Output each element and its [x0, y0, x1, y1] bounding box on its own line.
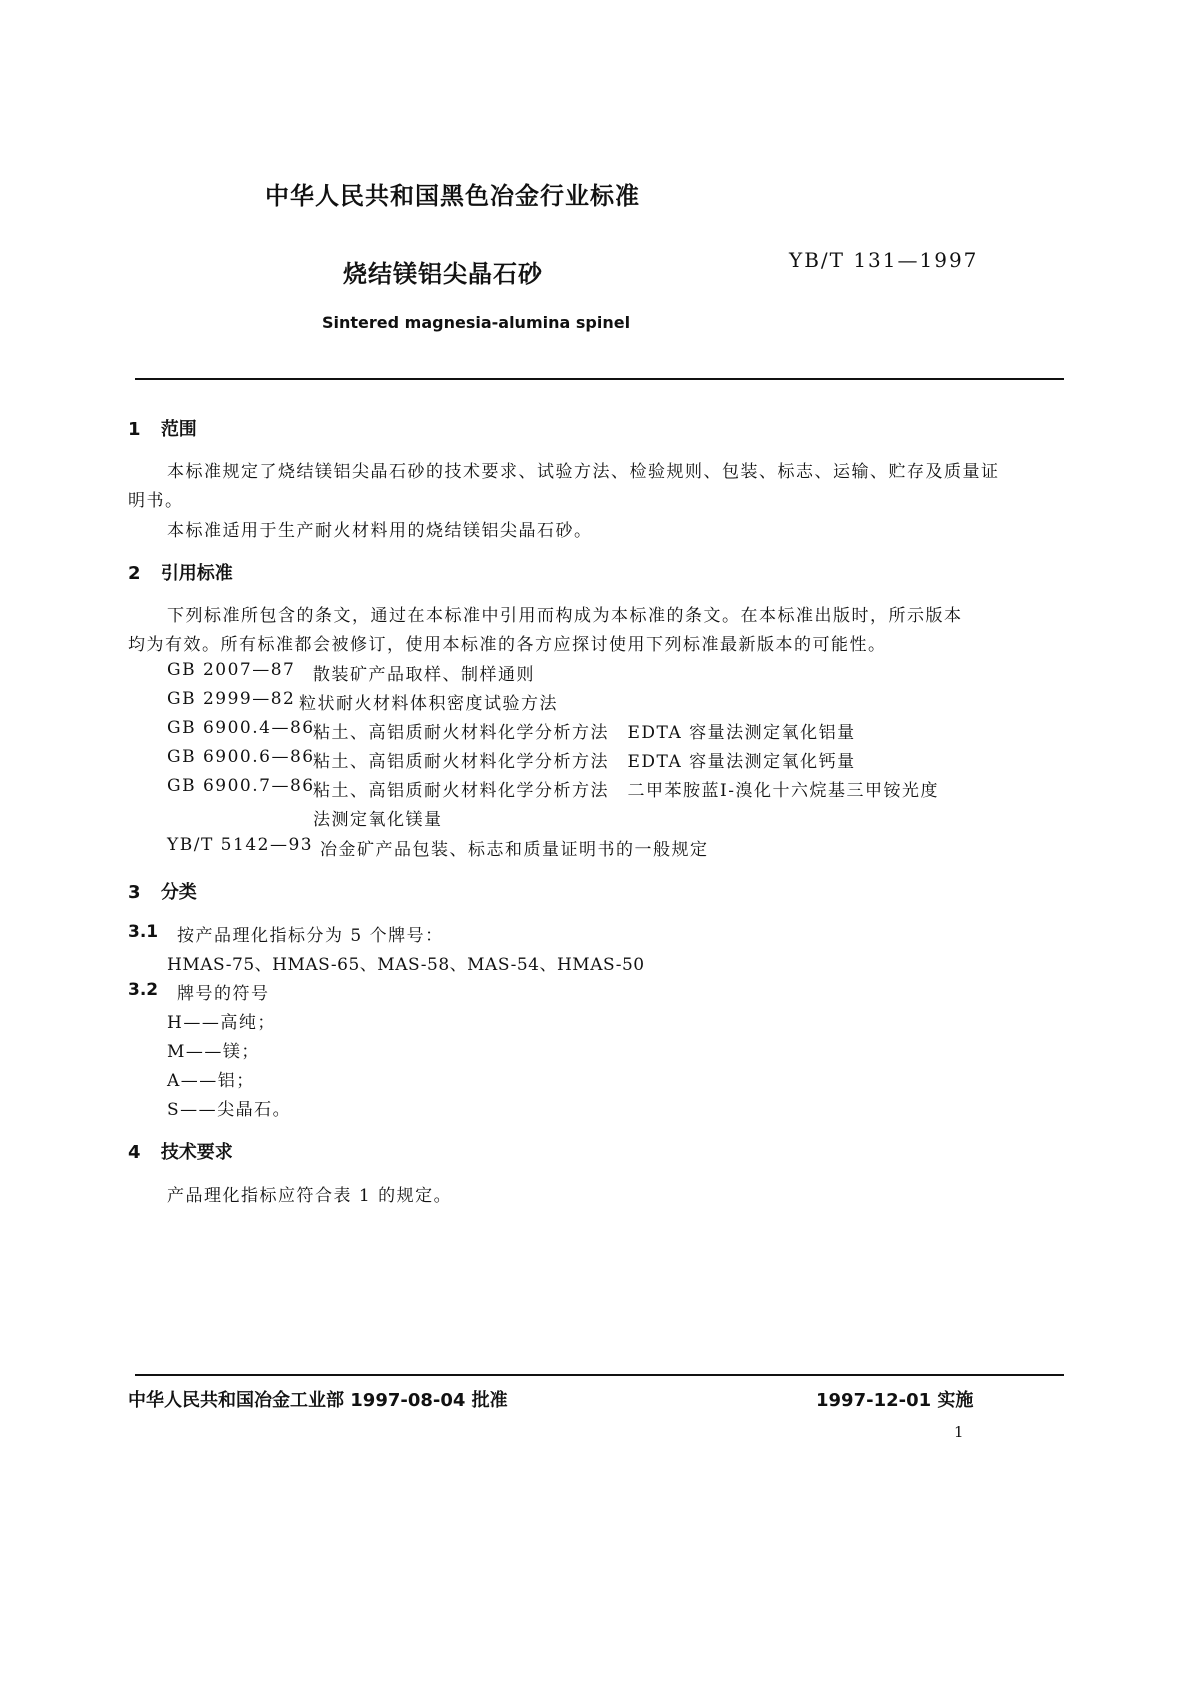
grade-list: HMAS-75、HMAS-65、MAS-58、MAS-54、HMAS-50: [167, 955, 645, 975]
subsection-text: 牌号的符号: [177, 984, 270, 1004]
page-number: 1: [954, 1423, 964, 1441]
paragraph-line: 下列标准所包含的条文，通过在本标准中引用而构成为本标准的条文。在本标准出版时，所示版本: [167, 606, 963, 626]
symbol-definition: A——铝；: [167, 1071, 255, 1091]
issuer-title: 中华人民共和国黑色冶金行业标准: [265, 182, 640, 210]
symbol-definition: H——高纯；: [167, 1013, 276, 1033]
section-number: 2: [128, 563, 141, 584]
reference-title: 冶金矿产品包装、标志和质量证明书的一般规定: [320, 840, 709, 860]
section-number: 4: [128, 1142, 141, 1163]
section-number: 3: [128, 882, 141, 903]
symbol-definition: S——尖晶石。: [167, 1100, 292, 1120]
standard-title-cn: 烧结镁铝尖晶石砂: [343, 260, 543, 288]
section-title: 范围: [160, 419, 197, 440]
reference-code: GB 2999—82: [167, 689, 296, 709]
paragraph-line: 本标准规定了烧结镁铝尖晶石砂的技术要求、试验方法、检验规则、包装、标志、运输、贮存及质量证: [167, 462, 1000, 482]
reference-code: GB 2007—87: [167, 660, 296, 680]
reference-title: 粘土、高铝质耐火材料化学分析方法 二甲苯胺蓝Ⅰ-溴化十六烷基三甲铵光度: [313, 781, 939, 801]
paragraph-line: 明书。: [128, 491, 184, 511]
standard-number: YB/T 131—1997: [789, 248, 979, 272]
reference-code: GB 6900.6—86: [167, 747, 315, 767]
reference-title: 散装矿产品取样、制样通则: [313, 665, 535, 685]
subsection-number: 3.1: [128, 922, 159, 942]
reference-title: 粘土、高铝质耐火材料化学分析方法 EDTA 容量法测定氧化铝量: [313, 723, 856, 743]
reference-code: GB 6900.4—86: [167, 718, 315, 738]
section-4-heading: [128, 1138, 233, 1164]
standard-title-en: Sintered magnesia-alumina spinel: [322, 313, 631, 332]
reference-title: 粒状耐火材料体积密度试验方法: [299, 694, 558, 714]
section-number: 1: [128, 419, 141, 440]
subsection-text: 按产品理化指标分为 5 个牌号：: [177, 926, 444, 946]
subsection-number: 3.2: [128, 980, 159, 1000]
footer-rule: [135, 1374, 1064, 1376]
implementation-date: 1997-12-01 实施: [816, 1390, 974, 1411]
section-title: 分类: [160, 882, 197, 903]
section-title: 技术要求: [160, 1142, 233, 1163]
paragraph-line: 均为有效。所有标准都会被修订，使用本标准的各方应探讨使用下列标准最新版本的可能性。: [128, 635, 887, 655]
paragraph-line: 本标准适用于生产耐火材料用的烧结镁铝尖晶石砂。: [167, 521, 593, 541]
section-title: 引用标准: [160, 563, 233, 584]
paragraph-line: 产品理化指标应符合表 1 的规定。: [167, 1186, 453, 1206]
symbol-definition: M——镁；: [167, 1042, 260, 1062]
reference-code: YB/T 5142—93: [167, 835, 314, 855]
approval-line: 中华人民共和国冶金工业部 1997-08-04 批准: [128, 1390, 508, 1411]
section-2-heading: [128, 559, 233, 585]
reference-title-continued: 法测定氧化镁量: [313, 810, 443, 830]
reference-code: GB 6900.7—86: [167, 776, 315, 796]
section-1-heading: [128, 415, 197, 441]
section-3-heading: [128, 878, 197, 904]
reference-title: 粘土、高铝质耐火材料化学分析方法 EDTA 容量法测定氧化钙量: [313, 752, 856, 772]
header-rule: [135, 378, 1064, 380]
